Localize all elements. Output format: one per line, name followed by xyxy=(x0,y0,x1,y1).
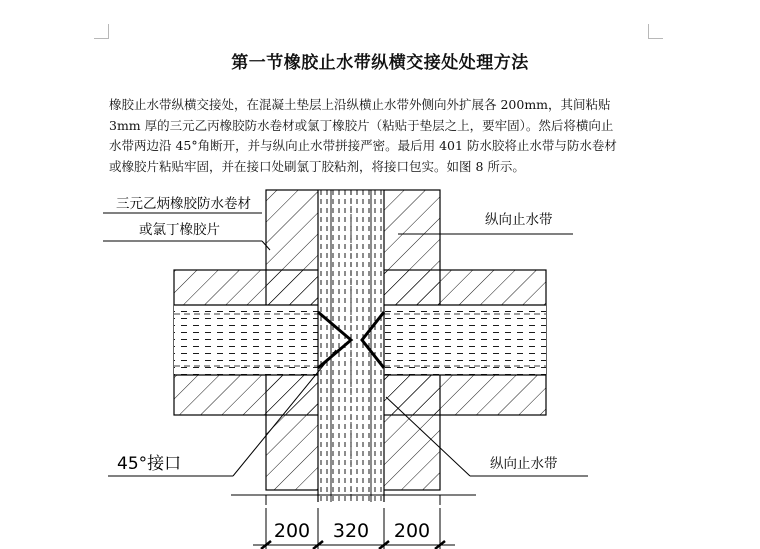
joint-label: 45°接口 xyxy=(117,454,182,474)
paragraph-line-1: 橡胶止水带纵横交接处，在混凝土垫层上沿纵横止水带外侧向外扩展各 200mm，其间粘贴 xyxy=(109,97,611,112)
label-membrane-material xyxy=(103,195,270,250)
paragraph-line-3: 水带两边沿 45°角断开，并与纵向止水带拼接严密。最后用 401 防水胶将止水带与防水卷材 xyxy=(109,138,617,153)
longitudinal-waterstop xyxy=(318,190,384,502)
paragraph-line-4: 或橡胶片粘贴牢固，并在接口处刷氯丁胶粘剂，将接口包实。如图 8 所示。 xyxy=(109,158,525,174)
paragraph-line-2: 3mm 厚的三元乙丙橡胶防水卷材或氯丁橡胶片（粘贴于垫层之上，要牢固）。然后将横向止 xyxy=(109,117,614,133)
dimension-left: 200 xyxy=(273,520,311,542)
dimension-middle: 320 xyxy=(332,520,370,542)
longitudinal-bottom-label: 纵向止水带 xyxy=(490,456,558,472)
membrane-label-line1: 三元乙炳橡胶防水卷材 xyxy=(116,196,251,212)
dimension-line xyxy=(253,508,455,549)
dimension-right: 200 xyxy=(393,520,431,542)
membrane-label-line2: 或氯丁橡胶片 xyxy=(139,222,220,238)
longitudinal-top-label: 纵向止水带 xyxy=(485,212,553,228)
section-title: 第一节橡胶止水带纵横交接处处理方法 xyxy=(231,53,529,73)
